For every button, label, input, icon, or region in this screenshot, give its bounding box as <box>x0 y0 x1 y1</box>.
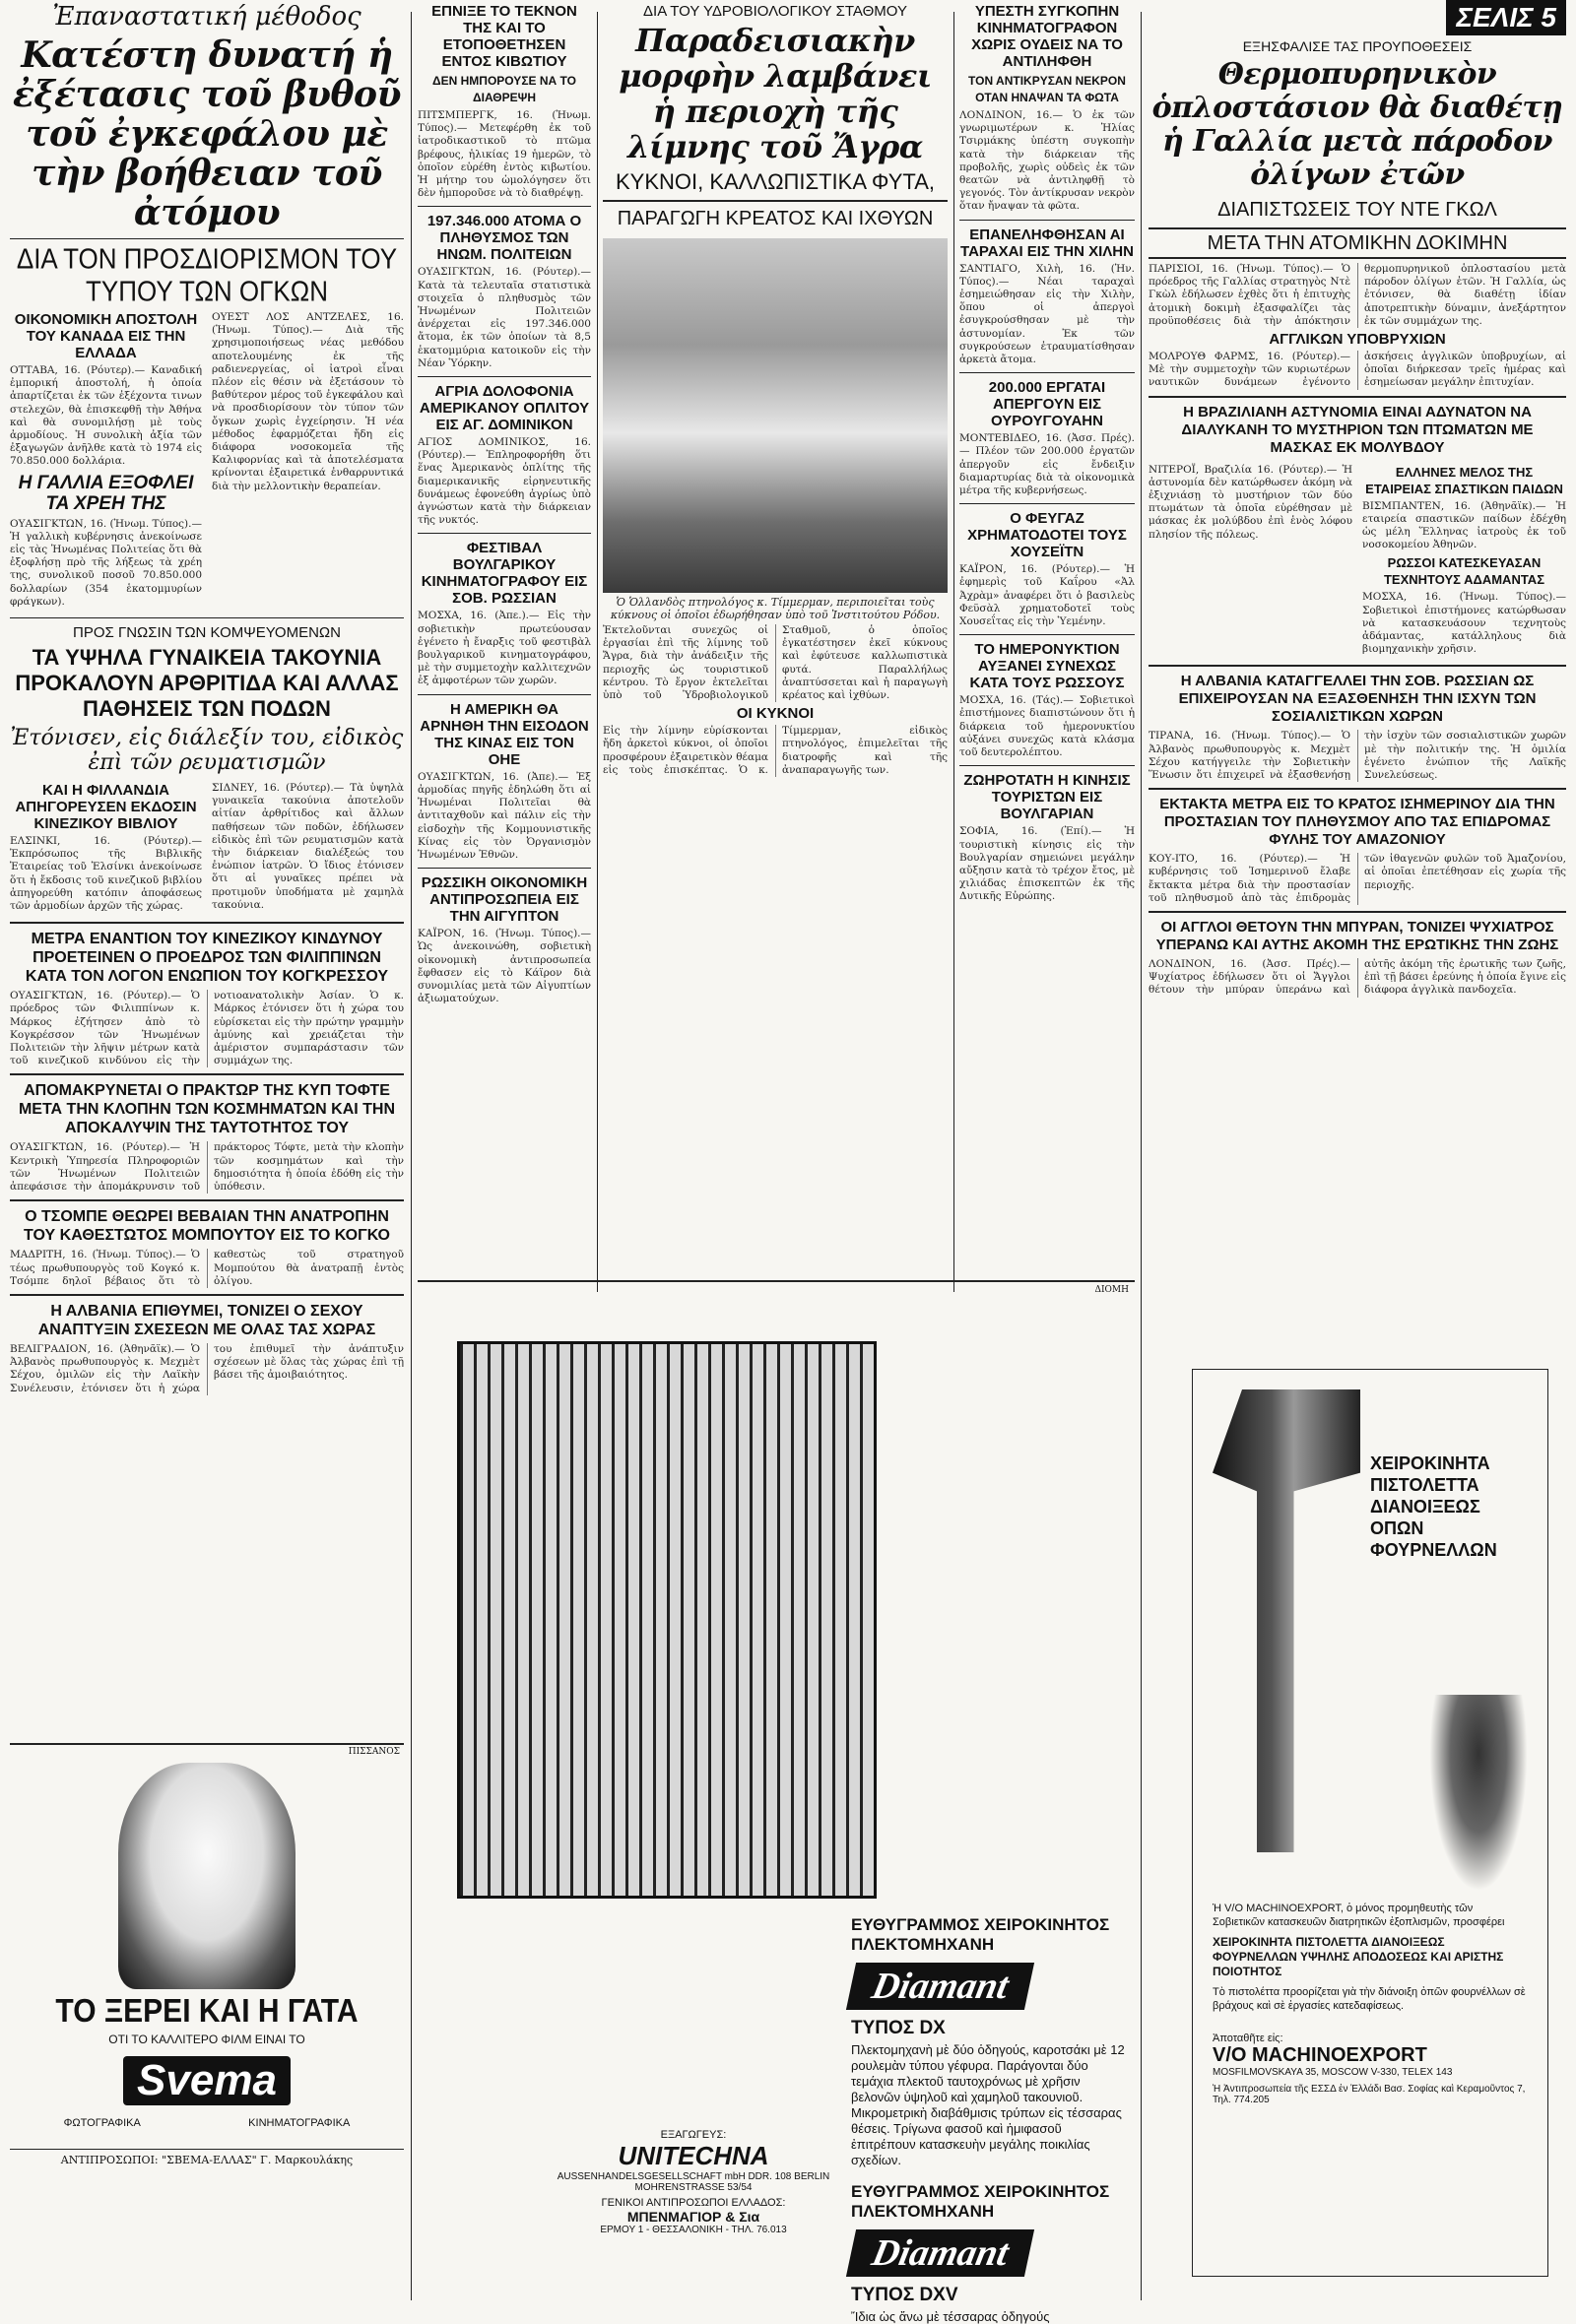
albania-body: ΒΕΛΙΓΡΑΔΙΟΝ, 16. (Ἀθηνᾶϊκ).— Ὁ Ἀλβανὸς πρωθυπουργὸς κ. Μεχμὲτ Σέχου, ὁμιλῶν εἰς τὴν Λαϊκὴν Συνέλευσιν, ἐτόνισεν ὅτι ἡ χώρα του ἐπιθυμεῖ τὴν ἀνάπτυξιν σχέσεων μὲ ὅλας τὰς χώρας ἐπὶ τῇ βάσει τῆς ἀμοιβαιότητος. <box>10 1342 404 1394</box>
egypt-headline: ΡΩΣΣΙΚΗ ΟΙΚΟΝΟΜΙΚΗ ΑΝΤΙΠΡΟΣΩΠΕΙΑ ΕΙΣ ΤΗΝ ΑΙΓΥΠΤΟΝ <box>421 874 588 926</box>
swans-photo <box>603 238 948 593</box>
agra-body: Ἐκτελοῦνται συνεχῶς οἱ ἐργασίαι ἐπὶ τῆς λίμνης τοῦ Ἄγρα, διὰ τὴν ἀνάδειξιν τῆς περιοχῆς ὡς τουριστικοῦ κέντρου. Τὸ ἔργον ἐκτελεῖται ὑπὸ τοῦ Ὑδροβιολογικοῦ Σταθμοῦ, ὁ ὁποῖος ἐγκατέστησεν ἐκεῖ κύκνους καὶ ἐφύτευσε καλλωπιστικὰ φυτά. Παραλλήλως ἀναπτύσσεται καὶ ἡ παραγωγὴ κρέατος καὶ ἰχθύων. <box>603 624 948 702</box>
canada-headline: ΟΙΚΟΝΟΜΙΚΗ ΑΠΟΣΤΟΛΗ ΤΟΥ ΚΑΝΑΔΑ ΕΙΣ ΤΗΝ ΕΛΛΑΔΑ <box>14 311 198 361</box>
divider <box>959 220 1135 221</box>
philippines-headline: ΜΕΤΡΑ ΕΝΑΝΤΙΟΝ ΤΟΥ ΚΙΝΕΖΙΚΟΥ ΚΙΝΔΥΝΟΥ ΠΡΟΕΤΕΙΝΕΝ Ο ΠΡΟΕΔΡΟΣ ΤΩΝ ΦΙΛΙΠΠΙΝΩΝ ΚΑΤΑ ΤΟΝ ΛΟΓΟΝ ΕΝΩΠΙΟΝ ΤΟΥ ΚΟΓΚΡΕΣΣΟΥ <box>25 931 389 986</box>
exporter-label: ΕΞΑΓΩΓΕΥΣ: <box>660 2129 727 2141</box>
daily-body: ΜΟΣΧΑ, 16. (Τάς).— Σοβιετικοὶ ἐπιστήμονες διαπιστώνουν ὅτι ἡ διάρκεια τοῦ ἡμερονυκτίου αὐξάνει συνεχῶς κατὰ κλάσμα τοῦ δευτερολέπτου. <box>959 694 1135 759</box>
murder-body: ΑΓΙΟΣ ΔΟΜΙΝΙΚΟΣ, 16. (Ρόυτερ).— Ἐπληροφορήθη ὅτι ἕνας Ἀμερικανὸς ὁπλίτης τῆς διαμερικανικῆς εἰρηνευτικῆς δυνάμεως ἐφονεύθη ἀγρίως ὑπὸ ἀγνώστων κατὰ τὴν διάρκειαν τῆς νυκτός. <box>418 436 591 527</box>
diamant-logo: Diamant <box>846 2229 1034 2277</box>
pistol-image <box>1213 1389 1360 1852</box>
pistol-intro: Ἡ V/O MACHINOEXPORT, ὁ μόνος προμηθευτὴς τῶν Σοβιετικῶν κατασκευῶν διατρητικῶν ἐξοπλισμῶν, προσφέρει <box>1213 1903 1505 1928</box>
canada-body: ΟΤΤΑΒΑ, 16. (Ρόυτερ).— Καναδική ἐμπορική ἀποστολή, ἡ ὁποία ἀπαρτίζεται ἐκ τῶν ἐξέχοντα τινων στελεχῶν, θὰ ἐπισκεφθῇ τὴν Ἀθήνα καὶ θὰ συνομιλήσῃ μὲ τοὺς ἀρμοδίους. Ἡ συνολικὴ ἀξία τῶν ἐξαγωγῶν ἀνῆλθε κατὰ τὸ 1974 εἰς 70.850.000 δολλάρια. <box>10 364 202 468</box>
brazil-headline: Η ΒΡΑΖΙΛΙΑΝΗ ΑΣΤΥΝΟΜΙΑ ΕΙΝΑΙ ΑΔΥΝΑΤΟΝ ΝΑ ΔΙΑΛΥΚΑΝΗ ΤΟ ΜΥΣΤΗΡΙΟΝ ΤΩΝ ΠΤΩΜΑΤΩΝ ΜΕ ΜΑΣΚΑΣ ΕΚ ΜΟΛΥΒΔΟΥ <box>1181 403 1534 456</box>
column-rule <box>1141 12 1142 2300</box>
brazil-body: ΝΙΤΕΡΟΪ, Βραζιλία 16. (Ρόυτερ).— Ἡ ἀστυνομία δὲν κατώρθωσεν ἀκόμη νὰ ἐξιχνιάσῃ τὸ μυστήριον τῶν δύο πτωμάτων τὰ ὁποῖα εὑρέθησαν μὲ μάσκας ἐκ μολύβδου ἐπὶ ἑνὸς λόφου πλησίον τῆς πόλεως. <box>1149 463 1352 541</box>
ad-credit: ΠΙΣΣΑΝΟΣ <box>348 1747 400 1757</box>
column-rule <box>953 12 954 1292</box>
column-5 <box>1149 0 1566 1320</box>
submarines-headline: ΑΓΓΛΙΚΩΝ ΥΠΟΒΡΥΧΙΩΝ <box>1269 331 1446 349</box>
diamant-ad <box>418 1280 1135 2324</box>
column-rule <box>411 12 412 2300</box>
tourism-headline: ΖΩΗΡΟΤΑΤΗ Η ΚΙΝΗΣΙΣ ΤΟΥΡΙΣΤΩΝ ΕΙΣ ΒΟΥΛΓΑΡΙΑΝ <box>963 772 1131 823</box>
shoes-body: ΣΙΔΝΕΥ, 16. (Ρόυτερ).— Τὰ ὑψηλὰ γυναικεῖα τακούνια ἀποτελοῦν αἰτίαν ἀρθρίτιδος καὶ ἄλλων παθήσεων τῶν ποδῶν, ἐδήλωσεν εἰδικὸς ἐπὶ τῶν ρευματισμῶν κατὰ τὴν διάρκειαν διαλέξεώς του ἐνώπιον ἰατρῶν. Ὁ ἴδιος ἐτόνισεν ὅτι αἱ γυναῖκες πρέπει νὰ προτιμοῦν ὑποδήματα μὲ χαμηλὰ τακούνια. <box>212 782 404 911</box>
brain-subheadline: ΔΙΑ ΤΟΝ ΠΡΟΣΔΙΟΡΙΣΜΟΝ ΤΟΥ ΤΥΠΟΥ ΤΩΝ ΟΓΚΩΝ <box>16 242 398 307</box>
column-4 <box>959 0 1135 1280</box>
brain-headline: Κατέστη δυνατή ἡ ἐξέτασις τοῦ βυθοῦ τοῦ ἐγκεφάλου μὲ τὴν βοήθειαν τοῦ ἀτόμου <box>12 34 402 233</box>
diamonds-headline: ΡΩΣΣΟΙ ΚΑΤΕΣΚΕΥΑΣΑΝ ΤΕΧΝΗΤΟΥΣ ΑΔΑΜΑΝΤΑΣ <box>1383 555 1544 588</box>
pistol-subheadline: ΧΕΙΡΟΚΙΝΗΤΑ ΠΙΣΤΟΛΕΤΤΑ ΔΙΑΝΟΙΞΕΩΣ ΦΟΥΡΝΕΛΛΩΝ ΥΨΗΛΗΣ ΑΠΟΔΟΣΕΩΣ ΚΑΙ ΑΡΙΣΤΗΣ ΠΟΙΟΤΗΤΟΣ <box>1213 1935 1504 1978</box>
page-badge: ΣΕΛΙΣ 5 <box>1446 0 1566 35</box>
divider <box>10 922 404 924</box>
divider <box>1149 665 1566 667</box>
divider <box>418 868 591 869</box>
divider <box>418 533 591 534</box>
chile-headline: ΕΠΑΝΕΛΗΦΘΗΣΑΝ ΑΙ ΤΑΡΑΧΑΙ ΕΙΣ ΤΗΝ ΧΙΛΗΝ <box>960 226 1134 260</box>
pistol-headline: ΧΕΙΡΟΚΙΝΗΤΑ ΠΙΣΤΟΛΕΤΤΑ ΔΙΑΝΟΙΞΕΩΣ ΟΠΩΝ ΦΟΥΡΝΕΛΛΩΝ <box>1370 1453 1497 1560</box>
france-nuclear-kicker: ΕΞΗΣΦΑΛΙΣΕ ΤΑΣ ΠΡΟΥΠΟΘΕΣΕΙΣ <box>1242 38 1473 54</box>
knitting-machine-image <box>457 1341 877 1899</box>
un-body: ΟΥΑΣΙΓΚΤΩΝ, 16. (Ἀπε).— Ἐξ ἀρμοδίας πηγῆς ἐδηλώθη ὅτι αἱ Ἡνωμέναι Πολιτεῖαι θὰ ἀντιταχθοῦν καὶ πάλιν εἰς τὴν εἰσδοχὴν τῆς Κομμουνιστικῆς Κίνας εἰς τὸν Ὀργανισμὸν Ἡνωμένων Ἐθνῶν. <box>418 770 591 861</box>
spastic-headline: ΕΛΛΗΝΕΣ ΜΕΛΟΣ ΤΗΣ ΕΤΑΙΡΕΙΑΣ ΣΠΑΣΤΙΚΩΝ ΠΑΙΔΩΝ <box>1365 464 1563 496</box>
finland-headline: ΚΑΙ Η ΦΙΛΛΑΝΔΙΑ ΑΠΗΓΟΡΕΥΣΕΝ ΕΚΔΟΣΙΝ ΚΙΝΕΖΙΚΟΥ ΒΙΒΛΙΟΥ <box>15 782 197 833</box>
divider <box>1149 788 1566 790</box>
philippines-body: ΟΥΑΣΙΓΚΤΩΝ, 16. (Ρόυτερ).— Ὁ πρόεδρος τῶν Φιλιππίνων κ. Μάρκος ἐζήτησεν ἀπὸ τὸ Κογκρέσσον τῶν Ἡνωμένων Πολιτειῶν τὴν λῆψιν μέτρων κατὰ τοῦ κινεζικοῦ κινδύνου εἰς τὴν νοτιοανατολικὴν Ἀσίαν. Ὁ κ. Μάρκος ἐτόνισεν ὅτι ἡ χώρα του εὑρίσκεται εἰς τὴν πρώτην γραμμὴν ἀμύνης καὶ χρειάζεται τὴν ἀμέριστον συμπαράστασιν τῶν συμμάχων της. <box>10 990 404 1067</box>
divider <box>959 634 1135 635</box>
divider <box>959 372 1135 373</box>
cinema-subheadline: ΤΟΝ ΑΝΤΙΚΡΥΣΑΝ ΝΕΚΡΟΝ ΟΤΑΝ ΗΝΑΨΑΝ ΤΑ ΦΩΤΑ <box>968 74 1126 104</box>
machinoexport-agent: Ἡ Ἀντιπροσωπεία τῆς ΕΣΣΔ ἐν Ἑλλάδι Βασ. Σοφίας καὶ Κεραμοῦντος 7, Τηλ. 774.205 <box>1213 2084 1526 2105</box>
amazon-headline: ΕΚΤΑΚΤΑ ΜΕΤΡΑ ΕΙΣ ΤΟ ΚΡΑΤΟΣ ΙΣΗΜΕΡΙΝΟΥ ΔΙΑ ΤΗΝ ΠΡΟΣΤΑΣΙΑΝ ΤΟΥ ΠΛΗΘΥΣΜΟΥ ΑΠΟ ΤΑΣ ΕΠΙΔΡΟΜΑΣ ΦΥΛΗΣ ΤΟΥ ΑΜΑΖΟΝΙΟΥ <box>1159 796 1555 849</box>
tshombe-headline: Ο ΤΣΟΜΠΕ ΘΕΩΡΕΙ ΒΕΒΑΙΑΝ ΤΗΝ ΑΝΑΤΡΟΠΗΝ ΤΟΥ ΚΑΘΕΣΤΩΤΟΣ ΜΟΜΠΟΥΤΟΥ ΕΙΣ ΤΟ ΚΟΓΚΟ <box>24 1208 390 1245</box>
france-nuclear-headline: Θερμοπυρηνικὸν ὁπλοστάσιον θὰ διαθέτῃ ἡ Γαλλία μετὰ πάροδον ὀλίγων ἐτῶν <box>1151 57 1563 192</box>
divider <box>418 206 591 207</box>
egypt-body: ΚΑΪΡΟΝ, 16. (Ἡνωμ. Τύπος).— Ὡς ἀνεκοινώθη, σοβιετικὴ οἰκονομικὴ ἀντιπροσωπεία ἔφθασεν εἰς τὸ Κάϊρον διὰ συνομιλίας μετὰ τῶν Αἰγυπτίων ἀξιωματούχων. <box>418 928 591 1005</box>
france-nuclear-sub-1: ΔΙΑΠΙΣΤΩΣΕΙΣ ΤΟΥ ΝΤΕ ΓΚΩΛ <box>1217 199 1497 221</box>
divider <box>1149 396 1566 398</box>
agra-kicker: ΔΙΑ ΤΟΥ ΥΔΡΟΒΙΟΛΟΓΙΚΟΥ ΣΤΑΘΜΟΥ <box>643 3 907 20</box>
column-rule <box>597 12 598 1292</box>
divider <box>959 503 1135 504</box>
uruguay-body: ΜΟΝΤΕΒΙΔΕΟ, 16. (Ἀσσ. Πρές).— Πλέον τῶν 200.000 ἐργατῶν ἀπεργοῦν εἰς ἔνδειξιν διαμαρτυρίας διὰ τὰ οἰκονομικὰ μέτρα τῆς κυβερνήσεως. <box>959 432 1135 497</box>
shoes-subheadline: Ἐτόνισεν, εἰς διάλεξίν του, εἰδικὸς ἐπὶ τῶν ρευματισμῶν <box>10 726 404 776</box>
france-nuclear-body: ΠΑΡΙΣΙΟΙ, 16. (Ἡνωμ. Τύπος).— Ὁ πρόεδρος τῆς Γαλλίας στρατηγὸς Ντὲ Γκὼλ ἐδήλωσεν ἐχθὲς ὅτι ἡ ἐπιτυχὴς ἀτομικὴ δοκιμὴ ἐξασφαλίζει τὰς προϋποθέσεις διὰ τὴν ἀπόκτησιν θερμοπυρηνικοῦ ὁπλοστασίου μετὰ πάροδον ὀλίγων ἐτῶν. Ἡ Γαλλία, ὡς ἐτόνισεν, θὰ διαθέτῃ ἰδίαν ἀποτρεπτικὴν δύναμιν, ἀνεξάρτητον ἐκ τῶν συμμάχων της. <box>1149 263 1566 327</box>
population-body: ΟΥΑΣΙΓΚΤΩΝ, 16. (Ρόυτερ).— Κατὰ τὰ τελευταῖα στατιστικὰ στοιχεῖα ὁ πληθυσμὸς τῶν Ἡνωμένων Πολιτειῶν ἀνέρχεται εἰς 197.346.000 ἄτομα, ἐκ τῶν ὁποίων τὰ 8,5 ἑκατομμύρια κατοικοῦν εἰς τὴν Νέαν Ὑόρκην. <box>418 266 591 369</box>
amazon-body: ΚΟΥ-ΙΤΟ, 16. (Ρόυτερ).— Ἡ κυβέρνησις τοῦ Ἰσημερινοῦ ἔλαβε ἔκτακτα μέτρα διὰ τὴν προστασίαν τοῦ πληθυσμοῦ ἀπὸ τὰς ἐπιδρομὰς τῶν ἰθαγενῶν φυλῶν τοῦ Ἀμαζονίου, αἱ ὁποῖαι ἐπετέθησαν εἰς χωρία τῆς περιοχῆς. <box>1149 853 1566 904</box>
svema-headline: ΤΟ ΞΕΡΕΙ ΚΑΙ Η ΓΑΤΑ <box>55 1993 359 2030</box>
tourism-body: ΣΟΦΙΑ, 16. (Ἐπί).— Ἡ τουριστικὴ κίνησις εἰς τὴν Βουλγαρίαν σημειώνει μεγάλην αὔξησιν κατὰ τὸ τρέχον ἔτος, μὲ χιλιάδας ἐπισκεπτῶν ἐκ τῆς Δυτικῆς Εὐρώπης. <box>959 825 1135 903</box>
swans-headline: ΟΙ ΚΥΚΝΟΙ <box>736 705 815 723</box>
divider <box>10 1294 404 1296</box>
swans-photo-caption: Ὁ Ὁλλανδὸς πτηνολόγος κ. Τίμμερμαν, περιποιεῖται τοὺς κύκνους οἱ ὁποῖοι ἐδωρήθησαν ὑπὸ τοῦ Ἰνστιτούτου Ρόδου. <box>610 596 941 621</box>
fbi-headline: ΑΠΟΜΑΚΡΥΝΕΤΑΙ Ο ΠΡΑΚΤΩΡ ΤΗΣ ΚΥΠ ΤΟΦΤΕ ΜΕΤΑ ΤΗΝ ΚΛΟΠΗΝ ΤΩΝ ΚΟΣΜΗΜΑΤΩΝ ΚΑΙ ΤΗΝ ΑΠΟΚΑΛΥΨΙΝ ΤΗΣ ΤΑΥΤΟΤΗΤΟΣ ΤΟΥ <box>18 1082 396 1137</box>
column-3 <box>603 0 948 1280</box>
farouk-headline: Ο ΦΕΥΓΑΖ ΧΡΗΜΑΤΟΔΟΤΕΙ ΤΟΥΣ ΧΟΥΣΕΪΤΝ <box>967 510 1127 561</box>
submarines-body: ΜΟΛΡΟΥΘ ΦΑΡΜΣ, 16. (Ρόυτερ).— Μὲ τὴν συμμετοχὴν τῶν κυριωτέρων ναυτικῶν δυνάμεων ἐγένοντο ἀσκήσεις ἀγγλικῶν ὑποβρυχίων, αἱ ὁποῖαι διήρκεσαν τρεῖς ἡμέρας καὶ ἐσημείωσαν μεγάλην ἐπιτυχίαν. <box>1149 351 1566 389</box>
divider <box>10 617 404 618</box>
cinema-headline: ΥΠΕΣΤΗ ΣΥΓΚΟΠΗΝ ΚΙΝΗΜΑΤΟΓΡΑΦΟΝ ΧΩΡΙΣ ΟΥΔΕΙΣ ΝΑ ΤΟ ΑΝΤΙΛΗΦΘΗ <box>971 3 1123 70</box>
cinema-body: ΛΟΝΔΙΝΟΝ, 16.— Ὁ ἐκ τῶν γνωριμωτέρων κ. Ἡλίας Τσιρμάκης ὑπέστη συγκοπὴν κατὰ τὴν διάρκειαν τῆς προβολῆς, χωρὶς οὐδεὶς ἐκ τῶν θεατῶν νὰ ἀντιληφθῇ τὸ γεγονός. Τὸν ἀντίκρυσαν νεκρὸν ὅταν ἤναψαν τὰ φῶτα. <box>959 109 1135 213</box>
shoes-headline: ΤΑ ΥΨΗΛΑ ΓΥΝΑΙΚΕΙΑ ΤΑΚΟΥΝΙΑ ΠΡΟΚΑΛΟΥΝ ΑΡΘΡΙΤΙΔΑ ΚΑΙ ΑΛΛΑΣ ΠΑΘΗΣΕΙΣ ΤΩΝ ΠΟΔΩΝ <box>15 645 399 722</box>
brain-body: ΟΥΕΣΤ ΛΟΣ ΑΝΤΖΕΛΕΣ, 16. (Ἡνωμ. Τύπος).— Διὰ τῆς χρησιμοποιήσεως νέας μεθόδου αποτελουμένης ἐκ τῆς ραδιενεργείας, οἱ ἰατροὶ εἶναι πλέον εἰς θέσιν νὰ ἐξετάσουν τὸ βαθύτερον μέρος τοῦ ἐγκεφάλου καὶ νὰ προσδιορίσουν τὸν τύπον τῶν ὄγκων χωρὶς ἐγχείρησιν. Ἡ νέα μέθοδος ἐφαρμόζεται ἤδη εἰς διάφορα νοσοκομεῖα τῆς Καλιφορνίας καὶ τὰ ἀποτελέσματα κρίνονται ἐξαιρετικά ἐνθαρρυντικά διὰ τὴν μελλοντικὴν θεραπείαν. <box>212 311 404 492</box>
agra-subheadline-1: ΚΥΚΝΟΙ, ΚΑΛΛΩΠΙΣΤΙΚΑ ΦΥΤΑ, <box>615 169 936 194</box>
unitechna-logo: UNITECHNA <box>618 2141 769 2170</box>
diamonds-body: ΜΟΣΧΑ, 16. (Ἡνωμ. Τύπος).— Σοβιετικοὶ ἐπιστήμονες κατώρθωσαν νὰ κατασκευάσουν τεχνητοὺς ἀδάμαντας, κατάλληλους διὰ βιομηχανικὴν χρῆσιν. <box>1362 591 1566 656</box>
diamant-desc-dx: Πλεκτομηχανὴ μὲ δύο ὁδηγούς, καροτσάκι μὲ 12 ρουλεμὰν τύπου γέφυρα. Παράγονται δύο τεμάχια πλεκτοῦ ταυτοχρόνως μὲ χρῆσιν βελονῶν ὑψηλοῦ καὶ χαμηλοῦ τακουνιοῦ. Μικρομετρικὴ διαβάθμισις τρύπων εἰς τέσσαρας θέσεις. Τρίγωνα φασοῦ καὶ ἡμιφασοῦ ἐπιτρέπουν κατασκευὴν μεγάλης ποικιλίας σχεδίων. <box>851 2042 1125 2167</box>
diamant-type-dxv: ΤΥΠΟΣ DXV <box>851 2285 958 2305</box>
svema-product: ΦΩΤΟΓΡΑΦΙΚΑ <box>63 2117 141 2129</box>
column-2 <box>418 0 591 1300</box>
svema-tagline: ΟΤΙ ΤΟ ΚΑΛΛΙΤΕΡΟ ΦΙΛΜ ΕΙΝΑΙ ΤΟ <box>108 2033 305 2046</box>
france-nuclear-sub-2: ΜΕΤΑ ΤΗΝ ΑΤΟΜΙΚΗΝ ΔΟΚΙΜΗΝ <box>1149 227 1566 259</box>
svema-footer: ΑΝΤΙΠΡΟΣΩΠΟΙ: "ΣΒΕΜΑ-ΕΛΛΑΣ" Γ. Μαρκουλάκης <box>10 2149 404 2166</box>
agent-name: ΜΠΕΝΜΑΓΙΟΡ & Σια <box>626 2209 760 2225</box>
tshombe-body: ΜΑΔΡΙΤΗ, 16. (Ἡνωμ. Τύπος).— Ὁ τέως πρωθυπουργὸς τοῦ Κογκό κ. Τσόμπε δηλοῖ βέβαιος ὅτι τὸ καθεστὼς τοῦ στρατηγοῦ Μομπούτου θὰ ἀνατραπῇ ἐντὸς ὀλίγου. <box>10 1249 404 1287</box>
agent-address: ΕΡΜΟΥ 1 - ΘΕΣΣΑΛΟΝΙΚΗ - ΤΗΛ. 76.013 <box>600 2225 787 2235</box>
france-body: ΟΥΑΣΙΓΚΤΩΝ, 16. (Ἡνωμ. Τύπος).— Ἡ γαλλικὴ κυβέρνησις ἀνεκοίνωσε εἰς τὰς Ἡνωμένας Πολιτείας ὅτι θὰ ἐξοφλήσῃ πρὸ τῆς λήξεως τὰ χρέη της, συνολικοῦ ποσοῦ 70.850.000 δολλαρίων (354 ἑκατομμυρίων φράγκων). <box>10 517 202 608</box>
un-headline: Η ΑΜΕΡΙΚΗ ΘΑ ΑΡΝΗΘΗ ΤΗΝ ΕΙΣΟΔΟΝ ΤΗΣ ΚΙΝΑΣ ΕΙΣ ΤΟΝ ΟΗΕ <box>420 700 589 768</box>
diamant-logo: Diamant <box>846 1963 1034 2010</box>
divider <box>959 765 1135 766</box>
divider <box>418 376 591 377</box>
brain-kicker: Ἐπαναστατική μέθοδος <box>52 2 361 32</box>
uruguay-headline: 200.000 ΕΡΓΑΤΑΙ ΑΠΕΡΓΟΥΝ ΕΙΣ ΟΥΡΟΥΓΟΥΑΗΝ <box>988 379 1106 430</box>
exporter-address: AUSSENHANDELSGESELLSCHAFT mbH DDR. 108 BERLIN MOHRENSTRASSE 53/54 <box>557 2171 830 2193</box>
svema-product: ΚΙΝΗΜΑΤΟΓΡΑΦΙΚΑ <box>248 2117 351 2129</box>
diamant-headline-1: ΕΥΘΥΓΡΑΜΜΟΣ ΧΕΙΡΟΚΙΝΗΤΟΣ ΠΛΕΚΤΟΜΗΧΑΝΗ <box>851 1915 1110 1954</box>
pistol-description: Τὸ πιστολέττα προορίζεται γιὰ τὴν διάνοιξη ὀπῶν φουρνέλλων σὲ βράχους καὶ σὲ ἐργασίες κατεδαφίσεως. <box>1213 1986 1526 2012</box>
children-subheadline: ΔΕΝ ΗΜΠΟΡΟΥΣΕ ΝΑ ΤΟ ΔΙΑΘΡΕΨΗ <box>432 74 576 104</box>
farouk-body: ΚΑΪΡΟΝ, 16. (Ρόυτερ).— Ἡ ἐφημερὶς τοῦ Καΐρου «Ἀλ Ἀχρὰμ» ἀναφέρει ὅτι ὁ βασιλεὺς Φεϋσὰλ χρηματοδοτεῖ τοὺς Χουσεΐτας εἰς τὴν Ὑεμένην. <box>959 563 1135 628</box>
machinoexport-address: MOSFILMOVSKAYA 35, MOSCOW V-330, TELEX 143 <box>1213 2067 1453 2078</box>
shoes-kicker: ΠΡΟΣ ΓΝΩΣΙΝ ΤΩΝ ΚΟΜΨΕΥΟΜΕΝΩΝ <box>73 624 341 642</box>
albania-ussr-body: ΤΙΡΑΝΑ, 16. (Ἡνωμ. Τύπος).— Ὁ Ἀλβανὸς πρωθυπουργὸς κ. Μεχμὲτ Σέχου κατήγγειλε τὴν Σοβιετικὴν Ἕνωσιν ὅτι ἐπιχειρεῖ νὰ ἐξασθενήσῃ τὴν ἰσχὺν τῶν σοσιαλιστικῶν χωρῶν μὲ τὴν πολιτικήν της. Ἡ ὁμιλία ἐγένετο ἐνώπιον τῆς Λαϊκῆς Συνελεύσεως. <box>1149 730 1566 782</box>
agent-label: ΓΕΝΙΚΟΙ ΑΝΤΙΠΡΟΣΩΠΟΙ ΕΛΛΑΔΟΣ: <box>601 2197 786 2209</box>
chile-body: ΣΑΝΤΙΑΓΟ, Χιλὴ, 16. (Ἡν. Τύπος).— Νέαι ταραχαὶ ἐσημειώθησαν εἰς τὴν Χιλὴν, ὅπου οἱ ἀπεργοὶ ἐσυγκρούσθησαν μὲ τὴν ἀστυνομίαν. Ἐκ τῶν συγκρούσεων ἐτραυματίσθησαν ἀρκετὰ ἄτομα. <box>959 262 1135 366</box>
diamant-desc-dxv: Ἴδια ὡς ἄνω μὲ τέσσαρας ὁδηγούς <box>851 2309 1050 2324</box>
divider <box>10 1199 404 1201</box>
diamant-type-dx: ΤΥΠΟΣ DX <box>851 2018 946 2038</box>
daily-headline: ΤΟ ΗΜΕΡΟΝΥΚΤΙΟΝ ΑΥΞΑΝΕΙ ΣΥΝΕΧΩΣ ΚΑΤΑ ΤΟΥΣ ΡΩΣΣΟΥΣ <box>969 641 1125 692</box>
agra-subheadline-2: ΠΑΡΑΓΩΓΗ ΚΡΕΑΤΟΣ ΚΑΙ ΙΧΘΥΩΝ <box>603 200 948 232</box>
beer-headline: ΟΙ ΑΓΓΛΟΙ ΘΕΤΟΥΝ ΤΗΝ ΜΠΥΡΑΝ, ΤΟΝΙΖΕΙ ΨΥΧΙΑΤΡΟΣ ΥΠΕΡΑΝΩ ΚΑΙ ΑΥΤΗΣ ΑΚΟΜΗ ΤΗΣ ΕΡΩΤΙΚΗΣ ΤΗΝ ΖΩΗΣ <box>1155 919 1559 954</box>
spastic-body: ΒΙΣΜΠΑΝΤΕΝ, 16. (Ἀθηνᾶϊκ).— Ἡ εταιρεία σπαστικῶν παίδων ἐδέχθη ὡς μέλη Ἕλληνας ἰατροὺς ἐκ τοῦ νοσοκομείου Ἀθηνῶν. <box>1362 499 1566 551</box>
beer-body: ΛΟΝΔΙΝΟΝ, 16. (Ἀσσ. Πρές).— Ψυχίατρος ἐδήλωσεν ὅτι οἱ Ἄγγλοι θέτουν τὴν μπύραν ὑπεράνω καὶ αὐτῆς ἀκόμη τῆς ἐρωτικῆς των ζωῆς, ἐπὶ τῇ βάσει ἐρεύνης ἡ ὁποία ἔγινε εἰς διάφορα ἀγγλικὰ πανδοχεῖα. <box>1149 958 1566 997</box>
children-body: ΠΙΤΣΜΠΕΡΓΚ, 16. (Ἡνωμ. Τύπος).— Μετεφέρθη ἐκ τοῦ ἰατροδικαστικοῦ τὸ πτῶμα βρέφους, ἡλικίας 19 ἡμερῶν, τὸ ὁποῖον εὑρέθη ἐντὸς κιβωτίου. Ἡ μήτηρ του ὡμολόγησεν ὅτι δὲν ἠμποροῦσε νὰ τὸ διαθρέψῃ. <box>418 109 591 200</box>
divider <box>10 1073 404 1075</box>
finland-body: ΕΛΣΙΝΚΙ, 16. (Ρόυτερ).— Ἐκπρόσωπος τῆς Βιβλικῆς Ἑταιρείας τοῦ Ἑλσίνκι ἀνεκοίνωσε ὅτι ἡ ἔκδοσις τοῦ κινεζικοῦ βιβλίου ἀπηγορεύθη κατόπιν ἀποφάσεως τῶν ἀρμοδίων ἀρχῶν τῆς χώρας. <box>10 835 202 913</box>
cat-photo <box>118 1763 296 1989</box>
population-headline: 197.346.000 ΑΤΟΜΑ Ο ΠΛΗΘΥΣΜΟΣ ΤΩΝ ΗΝΩΜ. ΠΟΛΙΤΕΙΩΝ <box>427 213 582 264</box>
contact-label: Ἀποταθῆτε εἰς: <box>1213 2033 1283 2044</box>
swans-body: Εἰς τὴν λίμνην εὑρίσκονται ἤδη ἀρκετοὶ κύκνοι, οἱ ὁποῖοι προσφέρουν ἐξαιρετικὸν θέαμα εἰς τοὺς ἐπισκέπτας. Ὁ κ. Τίμμερμαν, εἰδικὸς πτηνολόγος, ἐπιμελεῖται τῆς διατροφῆς καὶ τῆς ἀναπαραγωγῆς των. <box>603 725 948 776</box>
france-headline: Η ΓΑΛΛΙΑ ΕΞΟΦΛΕΙ ΤΑ ΧΡΕΗ ΤΗΣ <box>18 472 194 514</box>
machinoexport-logo: V/O MACHINOEXPORT <box>1213 2044 1427 2066</box>
albania-ussr-headline: Η ΑΛΒΑΝΙΑ ΚΑΤΑΓΓΕΛΛΕΙ ΤΗΝ ΣΟΒ. ΡΩΣΣΙΑΝ ΩΣ ΕΠΙΧΕΙΡΟΥΣΑΝ ΝΑ ΕΞΑΣΘΕΝΗΣΗ ΤΗΝ ΙΣΧΥΝ ΤΩΝ ΣΟΣΙΑΛΙΣΤΙΚΩΝ ΧΩΡΩΝ <box>1178 673 1537 726</box>
svema-logo: Svema <box>123 2056 291 2105</box>
divider <box>10 238 404 239</box>
divider <box>418 694 591 695</box>
fbi-body: ΟΥΑΣΙΓΚΤΩΝ, 16. (Ρόυτερ).— Ἡ Κεντρικὴ Ὑπηρεσία Πληροφοριῶν τῶν Ἡνωμένων Πολιτειῶν ἀπεφάσισε τὴν ἀπομάκρυνσιν τοῦ πράκτορος Τόφτε, μετὰ τὴν κλοπὴν τῶν κοσμημάτων καὶ τὴν δημοσιότητα ἡ ὁποία ἐδόθη εἰς τὴν ὑπόθεσιν. <box>10 1141 404 1194</box>
worker-image <box>1429 1695 1528 1892</box>
diamant-headline-2: ΕΥΘΥΓΡΑΜΜΟΣ ΧΕΙΡΟΚΙΝΗΤΟΣ ΠΛΕΚΤΟΜΗΧΑΝΗ <box>851 2182 1110 2221</box>
divider <box>1149 911 1566 913</box>
agra-headline: Παραδεισιακὴν μορφὴν λαμβάνει ἡ περιοχὴ τῆς λίμνης τοῦ Ἄγρα <box>619 22 932 165</box>
festival-headline: ΦΕΣΤΙΒΑΛ ΒΟΥΛΓΑΡΙΚΟΥ ΚΙΝΗΜΑΤΟΓΡΑΦΟΥ ΕΙΣ ΣΟΒ. ΡΩΣΣΙΑΝ <box>421 540 588 608</box>
albania-headline: Η ΑΛΒΑΝΙΑ ΕΠΙΘΥΜΕΙ, ΤΟΝΙΖΕΙ Ο ΣΕΧΟΥ ΑΝΑΠΤΥΞΙΝ ΣΧΕΣΕΩΝ ΜΕ ΟΛΑΣ ΤΑΣ ΧΩΡΑΣ <box>37 1302 376 1338</box>
svema-ad <box>10 1743 404 2306</box>
murder-headline: ΑΓΡΙΑ ΔΟΛΟΦΟΝΙΑ ΑΜΕΡΙΚΑΝΟΥ ΟΠΛΙΤΟΥ ΕΙΣ ΑΓ. ΔΟΜΙΝΙΚΟΝ <box>419 383 590 434</box>
children-headline: ΕΠΝΙΞΕ ΤΟ ΤΕΚΝΟΝ ΤΗΣ ΚΑΙ ΤΟ ΕΤΟΠΟΘΕΤΗΣΕΝ ΕΝΤΟΣ ΚΙΒΩΤΙΟΥ <box>431 3 577 70</box>
photo-credit: ΔΙΟΜΗ <box>1094 1285 1129 1295</box>
machinoexport-ad <box>1192 1369 1548 2277</box>
festival-body: ΜΟΣΧΑ, 16. (Ἀπε.).— Εἰς τὴν σοβιετικὴν πρωτεύουσαν ἐγένετο ἡ ἔναρξις τοῦ φεστιβὰλ βουλγαρικοῦ κινηματογράφου, μὲ τὴν συμμετοχὴν καλλιτεχνῶν ἐξ ἀμφοτέρων τῶν χωρῶν. <box>418 610 591 687</box>
